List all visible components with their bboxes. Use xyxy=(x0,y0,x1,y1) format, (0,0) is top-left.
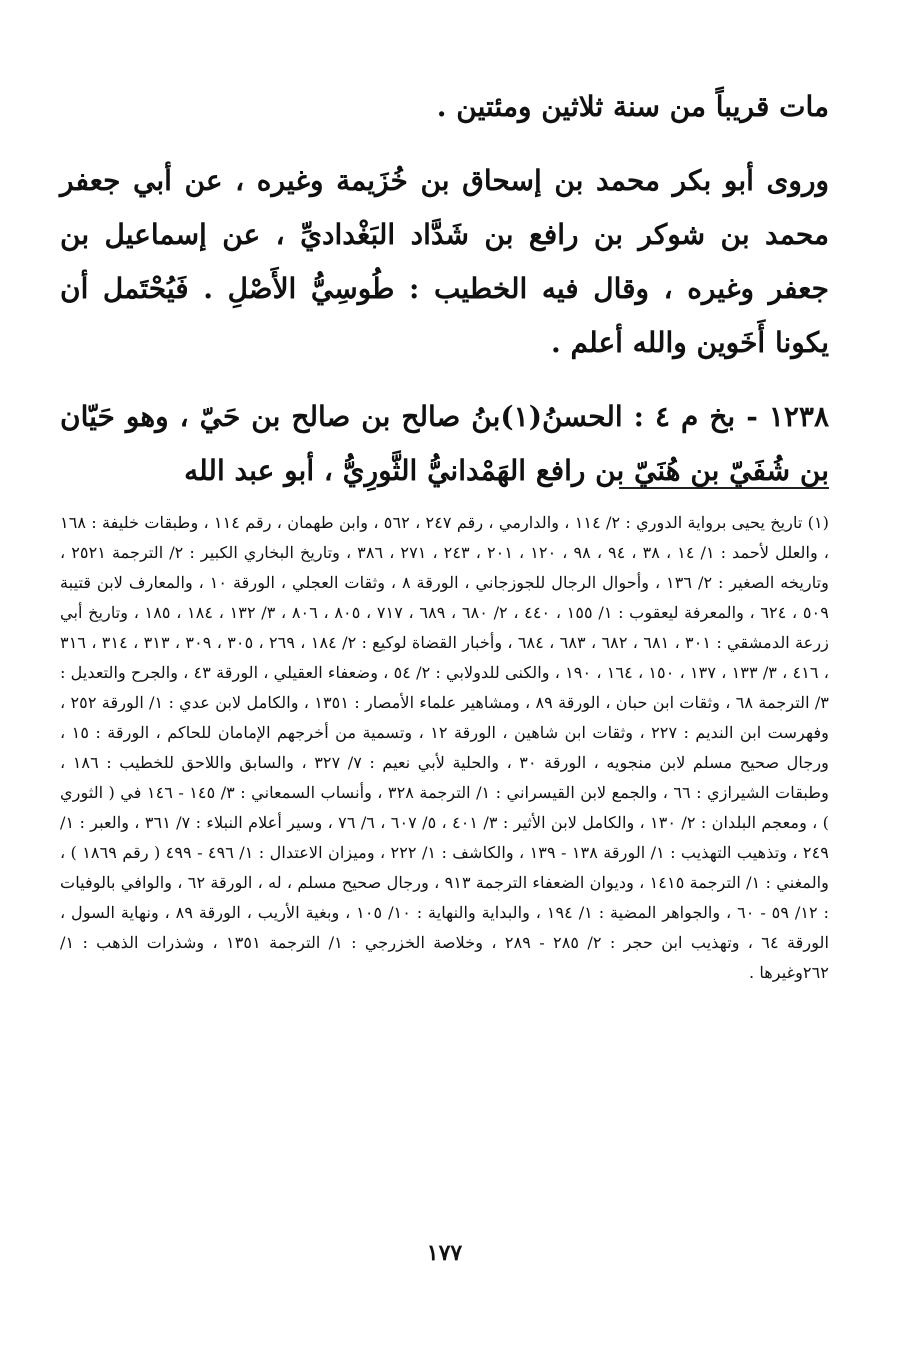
paragraph-1: مات قريباً من سنة ثلاثين ومئتين . xyxy=(436,90,829,123)
footnote-divider xyxy=(619,487,829,489)
main-text xyxy=(60,80,829,498)
book-page xyxy=(60,80,829,1349)
footnotes xyxy=(60,508,829,988)
biography-entry-heading: ١٢٣٨ - بخ م ٤ : الحسنُ(١)بنُ صالح بن صالح بن حَيّ ، وهو حَيّان بن شُفَيّ بن هُنَيّ بن رافع الهَمْدانيُّ الثَّورِيُّ ، أبو عبد الله xyxy=(60,400,829,487)
page-number: ١٧٧ xyxy=(426,1240,463,1266)
paragraph-2: وروى أبو بكر محمد بن إسحاق بن خُزَيمة وغيره ، عن أبي جعفر محمد بن شوكر بن رافع بن شَدَّاد البَغْداديِّ ، عن إسماعيل بن جعفر وغيره ، وقال فيه الخطيب : طُوسِيُّ الأَصْلِ . فَيُحْتَمل أن يكونا أَخَوين والله أعلم . xyxy=(60,164,829,359)
footnote-1: (١) تاريخ يحيى برواية الدوري : ٢/ ١١٤ ، والدارمي ، رقم ٢٤٧ ، ٥٦٢ ، وابن طهمان ، رقم ١١٤ ، وطبقات خليفة : ١٦٨ ، والعلل لأحمد : ١/ ١٤ ، ٣٨ ، ٩٤ ، ٩٨ ، ١٢٠ ، ٢٠١ ، ٢٤٣ ، ٢٧١ ، ٣٨٦ ، وتاريخ البخاري الكبير : ٢/ الترجمة ٢٥٢١ ، وتاريخه الصغير : ٢/ ١٣٦ ، وأحوال الرجال للجوزجاني ، الورقة ٨ ، وثقات العجلي ، الورقة ١٠ ، والمعارف لابن قتيبة ٥٠٩ ، ٦٢٤ ، والمعرفة ليعقوب : ١/ ١٥٥ ، ٤٤٠ ، ٢/ ٦٨٠ ، ٦٨٩ ، ٧١٧ ، ٨٠٥ ، ٨٠٦ ، ٣/ ١٣٢ ، ١٨٤ ، ١٨٥ ، وتاريخ أبي زرعة الدمشقي : ٣٠١ ، ٦٨١ ، ٦٨٢ ، ٦٨٣ ، ٦٨٤ ، وأخبار القضاة لوكيع : ٢/ ١٨٤ ، ٢٦٩ ، ٣٠٥ ، ٣٠٩ ، ٣١٣ ، ٣١٤ ، ٣١٦ ، ٤١٦ ، ٣/ ١٣٣ ، ١٣٧ ، ١٥٠ ، ١٦٤ ، ١٩٠ ، والكنى للدولابي : ٢/ ٥٤ ، وضعفاء العقيلي ، الورقة ٤٣ ، والجرح والتعديل : ٣/ الترجمة ٦٨ ، وثقات ابن حبان ، الورقة ٨٩ ، ومشاهير علماء الأمصار : ١٣٥١ ، والكامل لابن عدي : ١/ الورقة ٢٥٢ ، وفهرست ابن النديم : ٢٢٧ ، وثقات ابن شاهين ، الورقة ١٢ ، وتسمية من أخرجهم الإمامان للحاكم ، الورقة : ١٥ ، ورجال صحيح مسلم لابن منجويه ، الورقة ٣٠ ، والحلية لأبي نعيم : ٧/ ٣٢٧ ، والسابق واللاحق للخطيب : ١٨٦ ، وطبقات الشيرازي : ٦٦ ، والجمع لابن القيسراني : ١/ الترجمة ٣٢٨ ، وأنساب السمعاني : ٣/ ١٤٥ - ١٤٦ في ( الثوري ) ، ومعجم البلدان : ٢/ ١٣٠ ، والكامل لابن الأثير : ٣/ ٤٠١ ، ٥/ ٦٠٧ ، ٦/ ٧٦ ، وسير أعلام النبلاء : ٧/ ٣٦١ ، والعبر : ١/ ٢٤٩ ، وتذهيب التهذيب : ١/ الورقة ١٣٨ - ١٣٩ ، والكاشف : ١/ ٢٢٢ ، وميزان الاعتدال : ١/ ٤٩٦ - ٤٩٩ ( رقم ١٨٦٩ ) ، والمغني : ١/ الترجمة ١٤١٥ ، وديوان الضعفاء الترجمة ٩١٣ ، ورجال صحيح مسلم ، له ، الورقة ٦٢ ، والوافي بالوفيات : ١٢/ ٥٩ - ٦٠ ، والجواهر المضية : ١/ ١٩٤ ، والبداية والنهاية : ١٠/ ١٠٥ ، وبغية الأريب ، الورقة ٨٩ ، ونهاية السول ، الورقة ٦٤ ، وتهذيب ابن حجر : ٢/ ٢٨٥ - ٢٨٩ ، وخلاصة الخزرجي : ١/ الترجمة ١٣٥١ ، وشذرات الذهب : ١/ ٢٦٢وغيرها . xyxy=(60,513,830,982)
